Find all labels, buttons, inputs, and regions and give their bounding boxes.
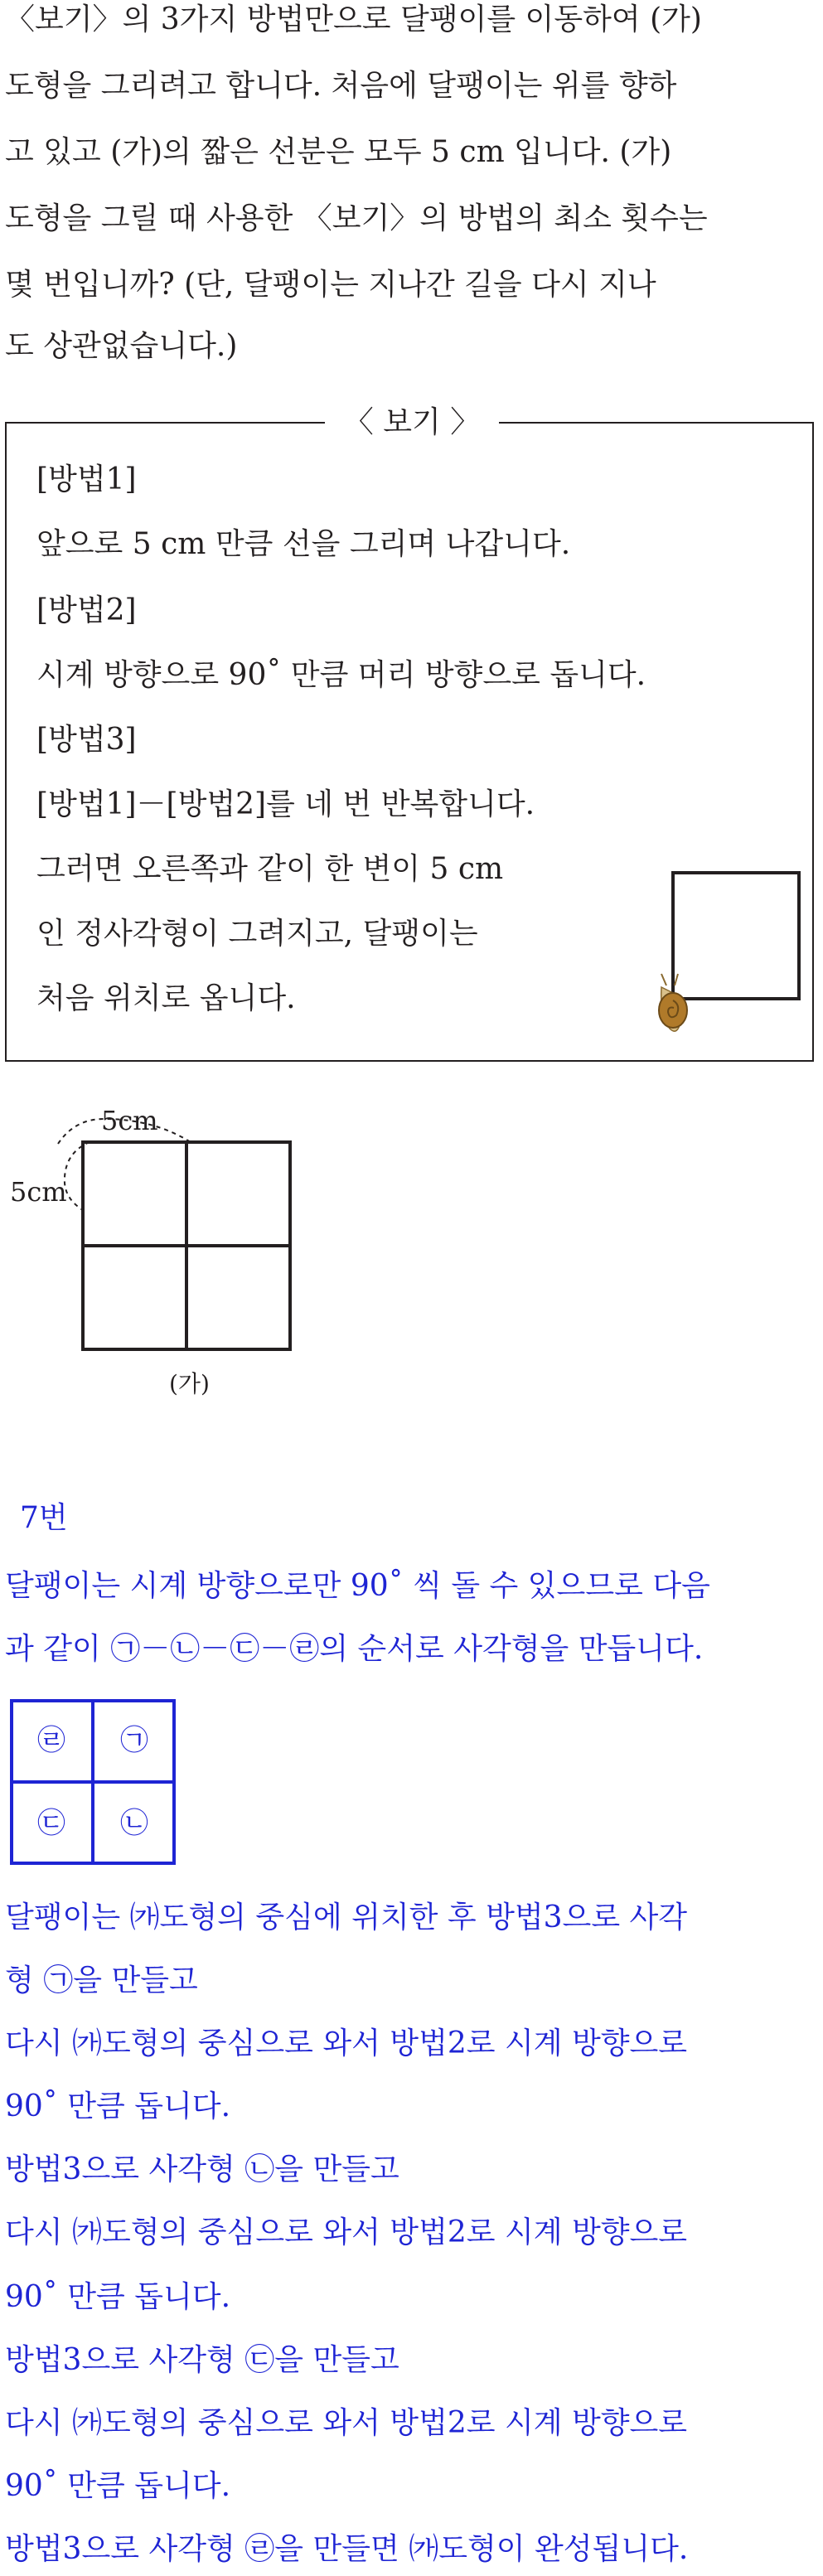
answer-line-5: 다시 ㈎도형의 중심으로 와서 방법2로 시계 방향으로 [5, 2026, 688, 2060]
grid-label-giyeok: ㉠ [120, 1724, 148, 1757]
label-top-5cm: 5cm [101, 1105, 158, 1136]
answer-line-4: 형 ㉠을 만들고 [5, 1963, 198, 1997]
square-drawing [673, 873, 799, 999]
bogi-method1-desc: 앞으로 5 cm 만큼 선을 그리며 나갑니다. [36, 527, 571, 561]
answer-line-2: 과 같이 ㉠－㉡－㉢－㉣의 순서로 사각형을 만듭니다. [5, 1632, 704, 1666]
dimension-arc-left [65, 1142, 90, 1210]
bogi-note-line-3: 처음 위치로 옵니다. [36, 981, 296, 1015]
answer-line-6: 90˚ 만큼 돕니다. [5, 2089, 231, 2123]
answer-grid [10, 1699, 176, 1865]
bogi-method3-desc: [방법1]－[방법2]를 네 번 반복합니다. [36, 787, 535, 821]
bogi-method2-desc: 시계 방향으로 90˚ 만큼 머리 방향으로 돕니다. [36, 658, 646, 692]
answer-line-13: 방법3으로 사각형 ㉣을 만들면 ㈎도형이 완성됩니다. [5, 2532, 689, 2566]
bogi-title: 〈 보기 〉 [325, 404, 499, 441]
problem-line-4: 도형을 그릴 때 사용한 〈보기〉의 방법의 최소 횟수는 [5, 201, 708, 235]
answer-line-7: 방법3으로 사각형 ㉡을 만들고 [5, 2152, 399, 2186]
answer-line-1: 달팽이는 시계 방향으로만 90˚ 씩 돌 수 있으므로 다음 [5, 1569, 710, 1603]
bogi-method3-title: [방법3] [36, 723, 137, 757]
problem-line-1: 〈보기〉의 3가지 방법만으로 달팽이를 이동하여 (가) [5, 2, 702, 36]
grid-label-digeut: ㉢ [37, 1807, 65, 1840]
problem-line-6: 도 상관없습니다.) [5, 329, 238, 363]
problem-line-2: 도형을 그리려고 합니다. 처음에 달팽이는 위를 향하 [5, 69, 677, 103]
bogi-box [5, 422, 814, 1062]
answer-line-3: 달팽이는 ㈎도형의 중심에 위치한 후 방법3으로 사각 [5, 1901, 688, 1934]
bogi-method1-title: [방법1] [36, 462, 137, 496]
answer-line-12: 90˚ 만큼 돕니다. [5, 2469, 231, 2503]
grid-label-nieun: ㉡ [120, 1807, 148, 1840]
snail-square-illustration [645, 863, 811, 1045]
figure-ga [0, 1094, 332, 1434]
figure-caption: (가) [169, 1370, 210, 1397]
answer-line-11: 다시 ㈎도형의 중심으로 와서 방법2로 시계 방향으로 [5, 2406, 688, 2440]
answer-number: 7번 [20, 1501, 68, 1535]
label-left-5cm: 5cm [10, 1176, 67, 1208]
bogi-note-line-2: 인 정사각형이 그려지고, 달팽이는 [36, 917, 478, 951]
answer-line-10: 방법3으로 사각형 ㉢을 만들고 [5, 2343, 399, 2377]
bogi-note-line-1: 그러면 오른쪽과 같이 한 변이 5 cm [36, 852, 504, 886]
answer-line-9: 90˚ 만큼 돕니다. [5, 2280, 231, 2314]
answer-line-8: 다시 ㈎도형의 중심으로 와서 방법2로 시계 방향으로 [5, 2215, 688, 2249]
problem-line-3: 고 있고 (가)의 짧은 선분은 모두 5 cm 입니다. (가) [5, 135, 672, 169]
problem-line-5: 몇 번입니까? (단, 달팽이는 지나간 길을 다시 지나 [5, 268, 656, 302]
bogi-method2-title: [방법2] [36, 593, 137, 627]
grid-label-rieul: ㉣ [37, 1724, 65, 1757]
